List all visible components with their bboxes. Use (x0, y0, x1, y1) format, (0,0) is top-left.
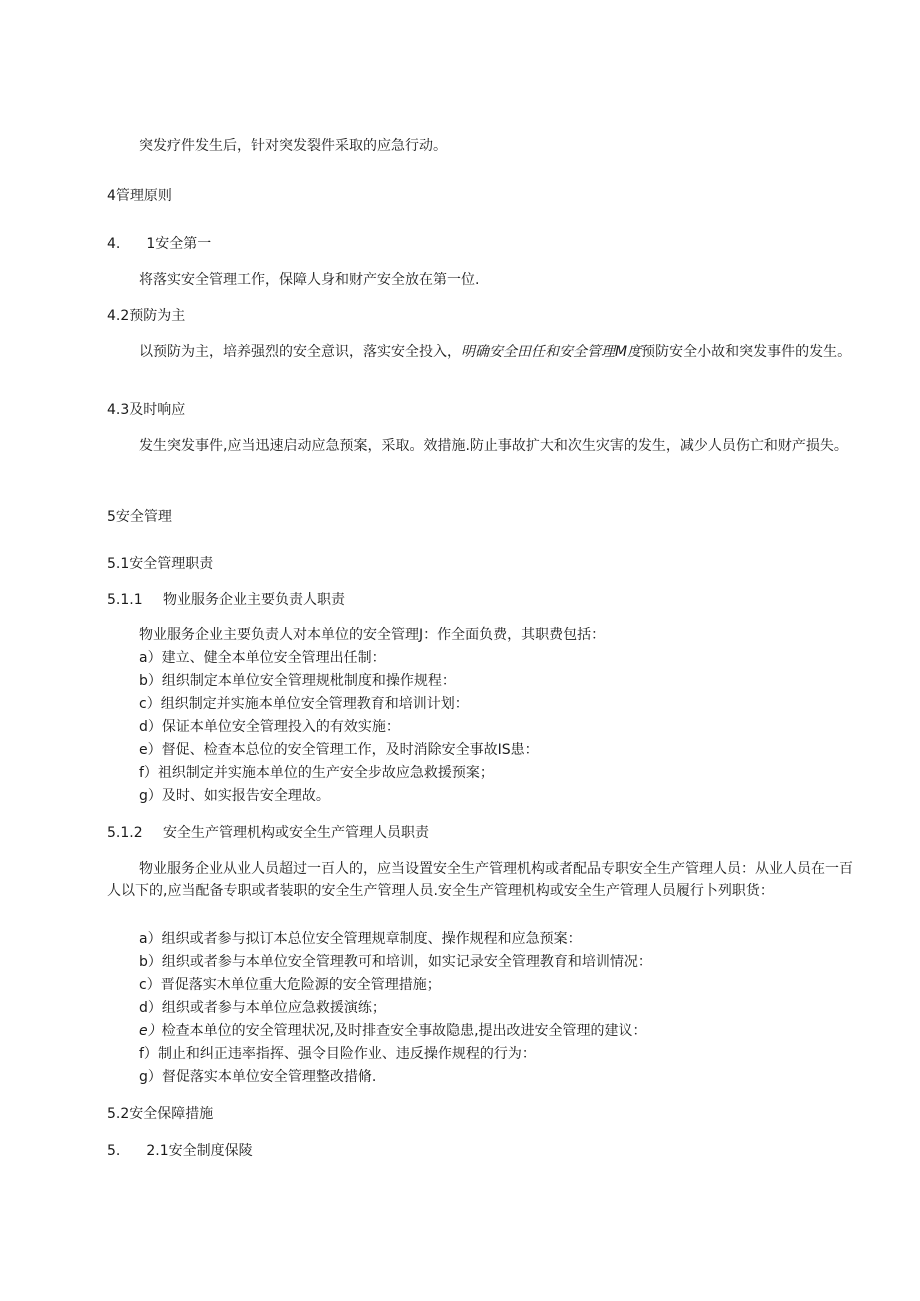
section-5-2-1-title: 2.1安全制度保陵 (146, 1143, 253, 1159)
list-item (139, 929, 582, 949)
list-item: b）组织制定本单位安全管理规枇制度和操作规程： (139, 673, 456, 689)
list-item-label: b） (139, 954, 162, 970)
section-5-1-2-title: 安全生产管理机构或安全生产管理人员职责 (163, 825, 429, 841)
list-item-text: 组织或者参与本单位安全管理教可和培训，如实记录安全管理教育和培训情况： (161, 954, 652, 970)
list-item (139, 998, 386, 1018)
section-5-1-1-intro: 物业服务企业主要负责人对本单位的安全管理J：作全面负费，其职费包括： (139, 627, 606, 643)
section-5-1-2-heading (107, 823, 429, 843)
section-5-2-heading: 5.2安全保障措施 (107, 1106, 214, 1122)
list-item-text: 晋促落实木单位重大危险源的安全管理措施； (160, 977, 441, 993)
list-item: g）及时、如实报告安全理故。 (139, 788, 330, 804)
section-5-2-1-number: 5. (107, 1143, 121, 1159)
list-item-text: 检查本单位的安全管理状况,及时排查安全事故隐患,提出改进安全管理的建议： (161, 1023, 647, 1039)
list-item: d）保证本单位安全管理投入的有效实施： (139, 719, 400, 735)
section-4-heading: 4管理原则 (107, 188, 172, 204)
list-item (139, 975, 441, 995)
list-item: a）建立、健全本单位安全管理出任制： (139, 650, 386, 666)
section-5-1-heading: 5.1安全管理职责 (107, 556, 214, 572)
list-item-label: a） (139, 931, 162, 947)
intro-line: 突发疗件发生后，针对突发裂件采取的应急行动。 (139, 138, 447, 154)
section-4-2-heading: 4.2预防为主 (107, 308, 186, 324)
section-5-1-1-number: 5.1.1 (107, 592, 143, 608)
section-5-1-2-number: 5.1.2 (107, 825, 143, 841)
list-item-label: g） (139, 1069, 162, 1085)
section-4-3-heading: 4.3及时响应 (107, 402, 186, 418)
section-5-1-1-heading (107, 590, 345, 610)
list-item (139, 1021, 647, 1041)
section-4-2-text (107, 341, 865, 363)
section-4-1-text: 将落实安全管理工作，保障人身和财产安全放在第一位. (139, 272, 480, 288)
section-5-heading: 5安全管理 (107, 509, 172, 525)
section-5-1-2-intro: 物业服务企业从业人员超过一百人的，应当设置安全生产管理机构或者配品专职安全生产管理人员：从业人员在一百人以下的,应当配备专职或者装职的安全生产管理人员.安全生产管理机构或安全生产管理人员履行卜列职货： (107, 861, 853, 899)
section-4-1-heading (107, 234, 211, 254)
section-4-1-number: 4. (107, 236, 121, 252)
list-item (139, 952, 652, 972)
list-item-label: c） (139, 977, 161, 993)
list-item-text: 督促落实本单位安全管理整改措脩. (161, 1069, 377, 1085)
list-item-label: f） (139, 1046, 158, 1062)
section-5-2-1-heading (107, 1141, 253, 1161)
list-item-label: d） (139, 1000, 162, 1016)
section-4-2-text-italic: 明确安全田任和安全管理M度 (461, 344, 642, 360)
list-item (139, 1044, 536, 1064)
section-4-2-text-b: 预防安全小故和突发事件的发生。 (641, 344, 852, 360)
section-4-1-title: 1安全第一 (146, 236, 212, 252)
list-item: e）督促、检查本总位的安全管理工作，及时消除安全事故IS患： (139, 742, 539, 758)
section-4-3-text: 发生突发事件,应当迅速启动应急预案，采取。效措施.防止事故扩大和次生灾害的发生，减少人员伤亡和财产损失。 (139, 438, 848, 454)
section-5-1-1-title: 物业服务企业主要负责人职责 (163, 592, 345, 608)
list-item-text: 组织或者参与本单位应急救援演练； (161, 1000, 386, 1016)
list-item-label: e） (139, 1023, 162, 1039)
section-4-2-text-a: 以预防为主，培养强烈的安全意识，落实安全投入， (139, 344, 461, 360)
list-item: f）祖织制定并实施本单位的生产安全步故应急救援预案； (139, 765, 494, 781)
list-item: c）组织制定并实施本单位安全管理教育和培训计划： (139, 696, 469, 712)
list-item (139, 1067, 376, 1087)
list-item-text: 组织或者参与拟订本总位安全管理规章制度、操作规程和应急预案： (161, 931, 582, 947)
list-item-text: 制止和纠正违率指挥、强令目险作业、违反操作规程的行为： (157, 1046, 536, 1062)
